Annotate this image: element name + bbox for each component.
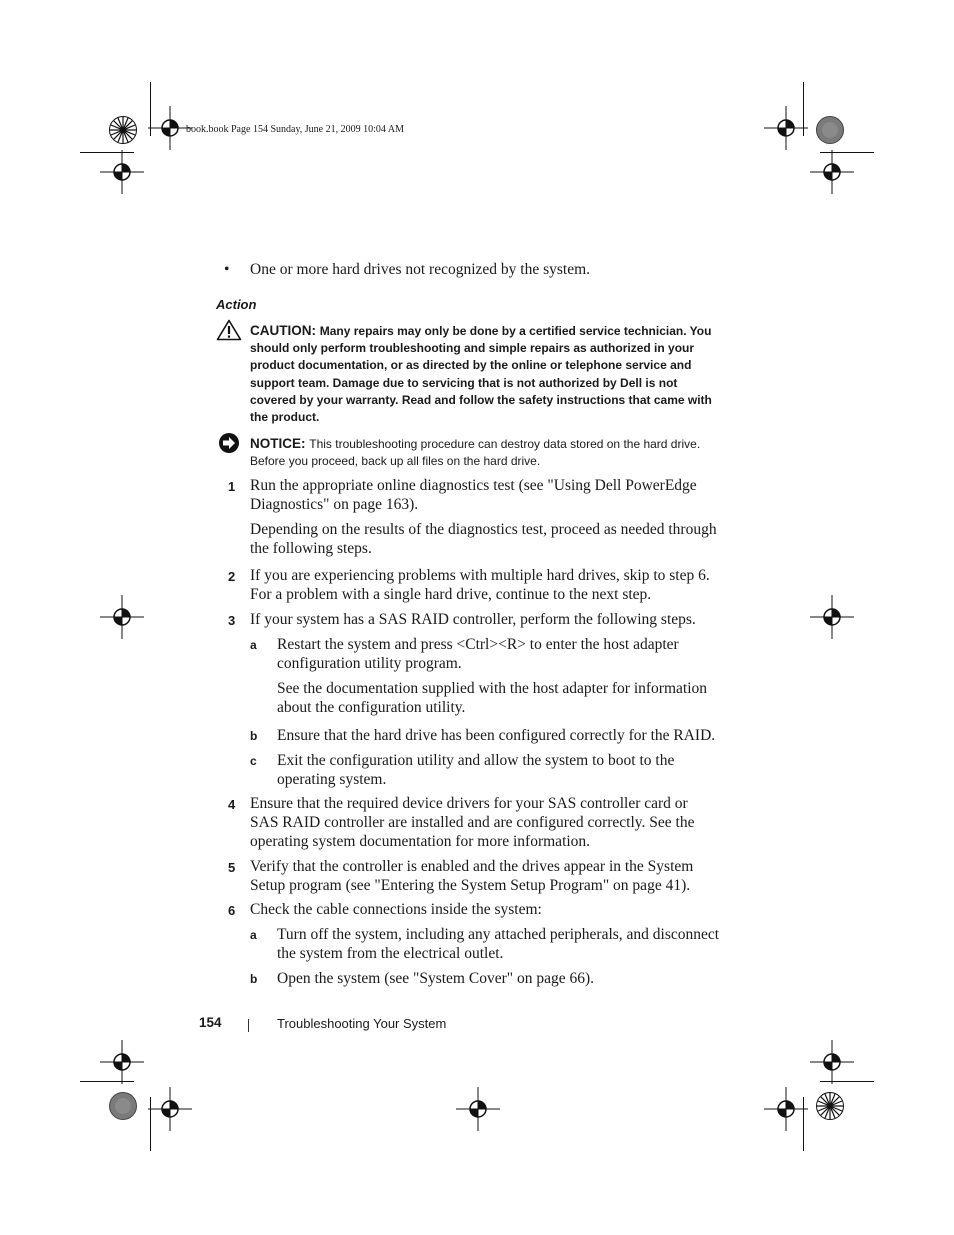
step-number: 2 (228, 569, 236, 584)
print-header: book.book Page 154 Sunday, June 21, 2009 10:04 AM (186, 124, 404, 135)
registration-mark-icon (100, 595, 144, 639)
gray-target-icon (815, 115, 845, 145)
caution-text: Many repairs may only be done by a certified service technician. You should only perform troubleshooting and simple repairs as authorized in your product documentation, or as directed by the online or telephone service and support team. Damage due to servicing that is not authorized by Dell is not covered by your warranty. Read and follow the safety instructions that came with the product. (250, 324, 712, 425)
step-6a (250, 925, 722, 963)
footer-divider (248, 1019, 249, 1032)
step-number: 6 (228, 903, 236, 918)
step-text: Restart the system and press <Ctrl><R> to enter the host adapter configuration utility program. (277, 636, 679, 672)
step-number: 4 (228, 797, 236, 812)
step-text: Ensure that the hard drive has been configured correctly for the RAID. (277, 727, 716, 744)
step-5 (228, 857, 720, 895)
step-4 (228, 794, 720, 851)
footer-section-title: Troubleshooting Your System (277, 1016, 447, 1031)
registration-mark-icon (810, 595, 854, 639)
starburst-target-icon (815, 1091, 845, 1121)
step-number: 1 (228, 479, 236, 494)
step-text: Verify that the controller is enabled and the drives appear in the System Setup program (see "Entering the System Setup Program" on page 41). (250, 858, 694, 894)
step-3c (250, 751, 722, 789)
warning-triangle-icon (216, 319, 242, 341)
step-letter: b (250, 729, 258, 743)
page-number: 154 (199, 1015, 222, 1030)
registration-mark-icon (810, 150, 854, 194)
step-2 (228, 566, 720, 604)
step-6b (250, 969, 722, 988)
step-text: If your system has a SAS RAID controller, perform the following steps. (250, 611, 696, 628)
step-3a (250, 635, 722, 717)
notice-arrow-icon (218, 432, 240, 454)
step-6 (228, 900, 720, 919)
step-3b (250, 726, 722, 745)
step-subtext: See the documentation supplied with the host adapter for information about the configuration utility. (277, 680, 708, 716)
step-subtext: Depending on the results of the diagnostics test, proceed as needed through the following steps. (250, 521, 717, 557)
registration-mark-icon (148, 1087, 192, 1131)
step-text: If you are experiencing problems with multiple hard drives, skip to step 6. For a problem with a single hard drive, continue to the next step. (250, 567, 710, 603)
notice-note (250, 435, 720, 470)
step-text: Exit the configuration utility and allow the system to boot to the operating system. (277, 752, 675, 788)
step-letter: b (250, 972, 258, 986)
registration-mark-icon (148, 106, 192, 150)
step-text: Ensure that the required device drivers for your SAS controller card or SAS RAID controller are installed and are configured correctly. See the operating system documentation for more information. (250, 795, 695, 850)
step-number: 3 (228, 613, 236, 628)
caution-label: CAUTION: (250, 323, 320, 338)
step-text: Turn off the system, including any attached peripherals, and disconnect the system from the electrical outlet. (277, 926, 720, 962)
bullet-symbol: • (224, 261, 230, 278)
registration-mark-icon (764, 106, 808, 150)
bullet-text: One or more hard drives not recognized by the system. (250, 261, 591, 278)
step-letter: c (250, 754, 257, 768)
registration-mark-icon (810, 1040, 854, 1084)
step-text: Check the cable connections inside the system: (250, 901, 542, 918)
step-text: Run the appropriate online diagnostics test (see "Using Dell PowerEdge Diagnostics" on page 163). (250, 477, 697, 513)
registration-mark-icon (100, 1040, 144, 1084)
section-heading-action: Action (216, 297, 257, 312)
notice-text: This troubleshooting procedure can destroy data stored on the hard drive. Before you proceed, back up all files on the hard drive. (250, 437, 701, 469)
step-letter: a (250, 928, 257, 942)
step-1 (228, 476, 720, 558)
step-letter: a (250, 638, 257, 652)
step-number: 5 (228, 860, 236, 875)
step-3 (228, 610, 720, 629)
step-text: Open the system (see "System Cover" on page 66). (277, 970, 594, 987)
registration-mark-icon (764, 1087, 808, 1131)
registration-mark-icon (456, 1087, 500, 1131)
registration-mark-icon (100, 150, 144, 194)
caution-note (250, 322, 720, 426)
notice-label: NOTICE: (250, 436, 310, 451)
gray-target-icon (108, 1091, 138, 1121)
starburst-target-icon (108, 115, 138, 145)
